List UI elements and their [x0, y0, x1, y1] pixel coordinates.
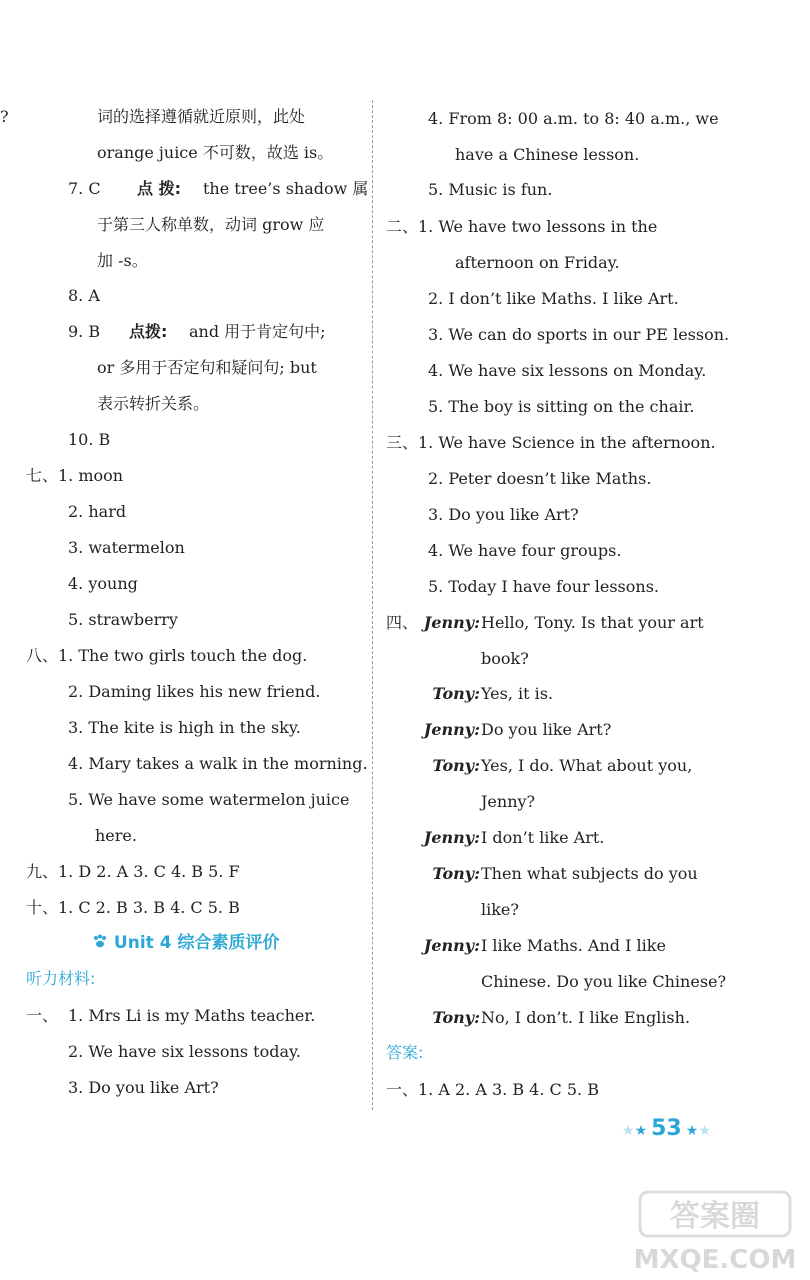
speaker-name: Tony: [432, 864, 480, 883]
speaker-name: Tony: [432, 684, 480, 703]
right-line: 2. Peter doesn’t like Maths. [428, 469, 652, 488]
paw-icon [92, 933, 108, 953]
right-line: Yes, I do. What about you, [481, 756, 693, 775]
right-line: I don’t like Art. [481, 828, 605, 847]
right-line: 5. Today I have four lessons. [428, 577, 659, 596]
left-line: 3. The kite is high in the sky. [68, 718, 301, 737]
left-line: 2. We have six lessons today. [68, 1042, 302, 1061]
star-icon: ★ [685, 1123, 699, 1139]
column-divider [372, 100, 373, 1110]
hint-label-7: 点 拨: [137, 179, 181, 198]
right-line: 4. We have four groups. [428, 541, 622, 560]
right-line: Yes, it is. [481, 684, 554, 703]
right-line: Hello, Tony. Is that your art [481, 613, 704, 632]
speaker-name: Jenny: [423, 720, 480, 739]
star-icon: ★ [634, 1123, 648, 1139]
hint-label-9: 点拨: [129, 322, 168, 341]
star-icon: ★ [698, 1123, 711, 1139]
page-number [622, 1116, 711, 1141]
right-line: 二、1. We have two lessons in the [386, 217, 658, 236]
left-line: 八、1. The two girls touch the dog. [26, 646, 308, 665]
left-line: or 多用于否定句和疑问句; but [97, 358, 317, 377]
right-line: 一、1. A 2. A 3. B 4. C 5. B [386, 1080, 599, 1099]
speaker-name: Jenny: [423, 828, 480, 847]
left-line: 一、 [26, 1006, 59, 1025]
left-line: and 用于肯定句中; [189, 322, 326, 341]
svg-text:MXQE.COM: MXQE.COM [633, 1245, 797, 1275]
watermark-logo [600, 1188, 800, 1276]
right-line: Jenny? [481, 792, 536, 811]
unit-heading [92, 933, 279, 953]
left-line: the tree’s shadow 属 [203, 179, 369, 198]
left-line: 九、1. D 2. A 3. C 4. B 5. F [26, 862, 240, 881]
left-line: 5. strawberry [68, 610, 178, 629]
left-line: 七、1. moon [26, 466, 124, 485]
answers-label: 答案: [386, 1043, 424, 1062]
left-line: 十、1. C 2. B 3. B 4. C 5. B [26, 898, 240, 917]
star-icon: ★ [622, 1123, 635, 1139]
left-line: 2. hard [68, 502, 127, 521]
right-line: 4. From 8: 00 a.m. to 8: 40 a.m., we [428, 109, 719, 128]
left-line: 8. A [68, 286, 100, 305]
left-line: 2. Daming likes his new friend. [68, 682, 321, 701]
left-line: 10. B [68, 430, 111, 449]
right-line: like? [481, 900, 519, 919]
page-number-text: 53 [651, 1116, 682, 1141]
right-line: 3. We can do sports in our PE lesson. [428, 325, 730, 344]
left-line: 于第三人称单数，动词 grow 应 [97, 215, 325, 234]
right-line: book? [481, 649, 529, 668]
left-line: 3. Do you like Art? [68, 1078, 219, 1097]
right-line: No, I don’t. I like English. [481, 1008, 691, 1027]
speaker-name: Tony: [432, 1008, 480, 1027]
right-line: Then what subjects do you [481, 864, 698, 883]
speaker-name: Jenny: [423, 613, 480, 632]
left-line: here. [95, 826, 137, 845]
right-line: 2. I don’t like Maths. I like Art. [428, 289, 679, 308]
right-line: Do you like Art? [481, 720, 612, 739]
left-line: 5. We have some watermelon juice [68, 790, 350, 809]
left-line: 4. Mary takes a walk in the morning. [68, 754, 368, 773]
right-line: 5. Music is fun. [428, 180, 553, 199]
right-line: I like Maths. And I like [481, 936, 666, 955]
left-line: 1. Mrs Li is my Maths teacher. [68, 1006, 316, 1025]
left-line: 9. B [68, 322, 101, 341]
right-line: Chinese. Do you like Chinese? [481, 972, 727, 991]
section-four-marker: 四、 [386, 613, 419, 632]
left-line: orange juice 不可数，故选 is。 [97, 143, 334, 162]
right-line: afternoon on Friday. [455, 253, 620, 272]
speaker-name: Tony: [432, 756, 480, 775]
right-line: 三、1. We have Science in the afternoon. [386, 433, 716, 452]
left-line: 3. watermelon [68, 538, 185, 557]
right-line: 4. We have six lessons on Monday. [428, 361, 707, 380]
svg-text:答案圈: 答案圈 [670, 1199, 760, 1234]
right-line: 3. Do you like Art? [428, 505, 579, 524]
left-line: ? [0, 107, 9, 126]
listening-label: 听力材料: [26, 969, 96, 988]
left-line: 加 -s。 [97, 251, 148, 270]
left-line: 4. young [68, 574, 138, 593]
left-line: 词的选择遵循就近原则，此处 [97, 107, 306, 126]
speaker-name: Jenny: [423, 936, 480, 955]
left-line: 表示转折关系。 [97, 394, 210, 413]
left-line: 7. C [68, 179, 101, 198]
right-line: 5. The boy is sitting on the chair. [428, 397, 695, 416]
unit-heading-text: Unit 4 综合素质评价 [113, 933, 280, 953]
right-line: have a Chinese lesson. [455, 145, 640, 164]
